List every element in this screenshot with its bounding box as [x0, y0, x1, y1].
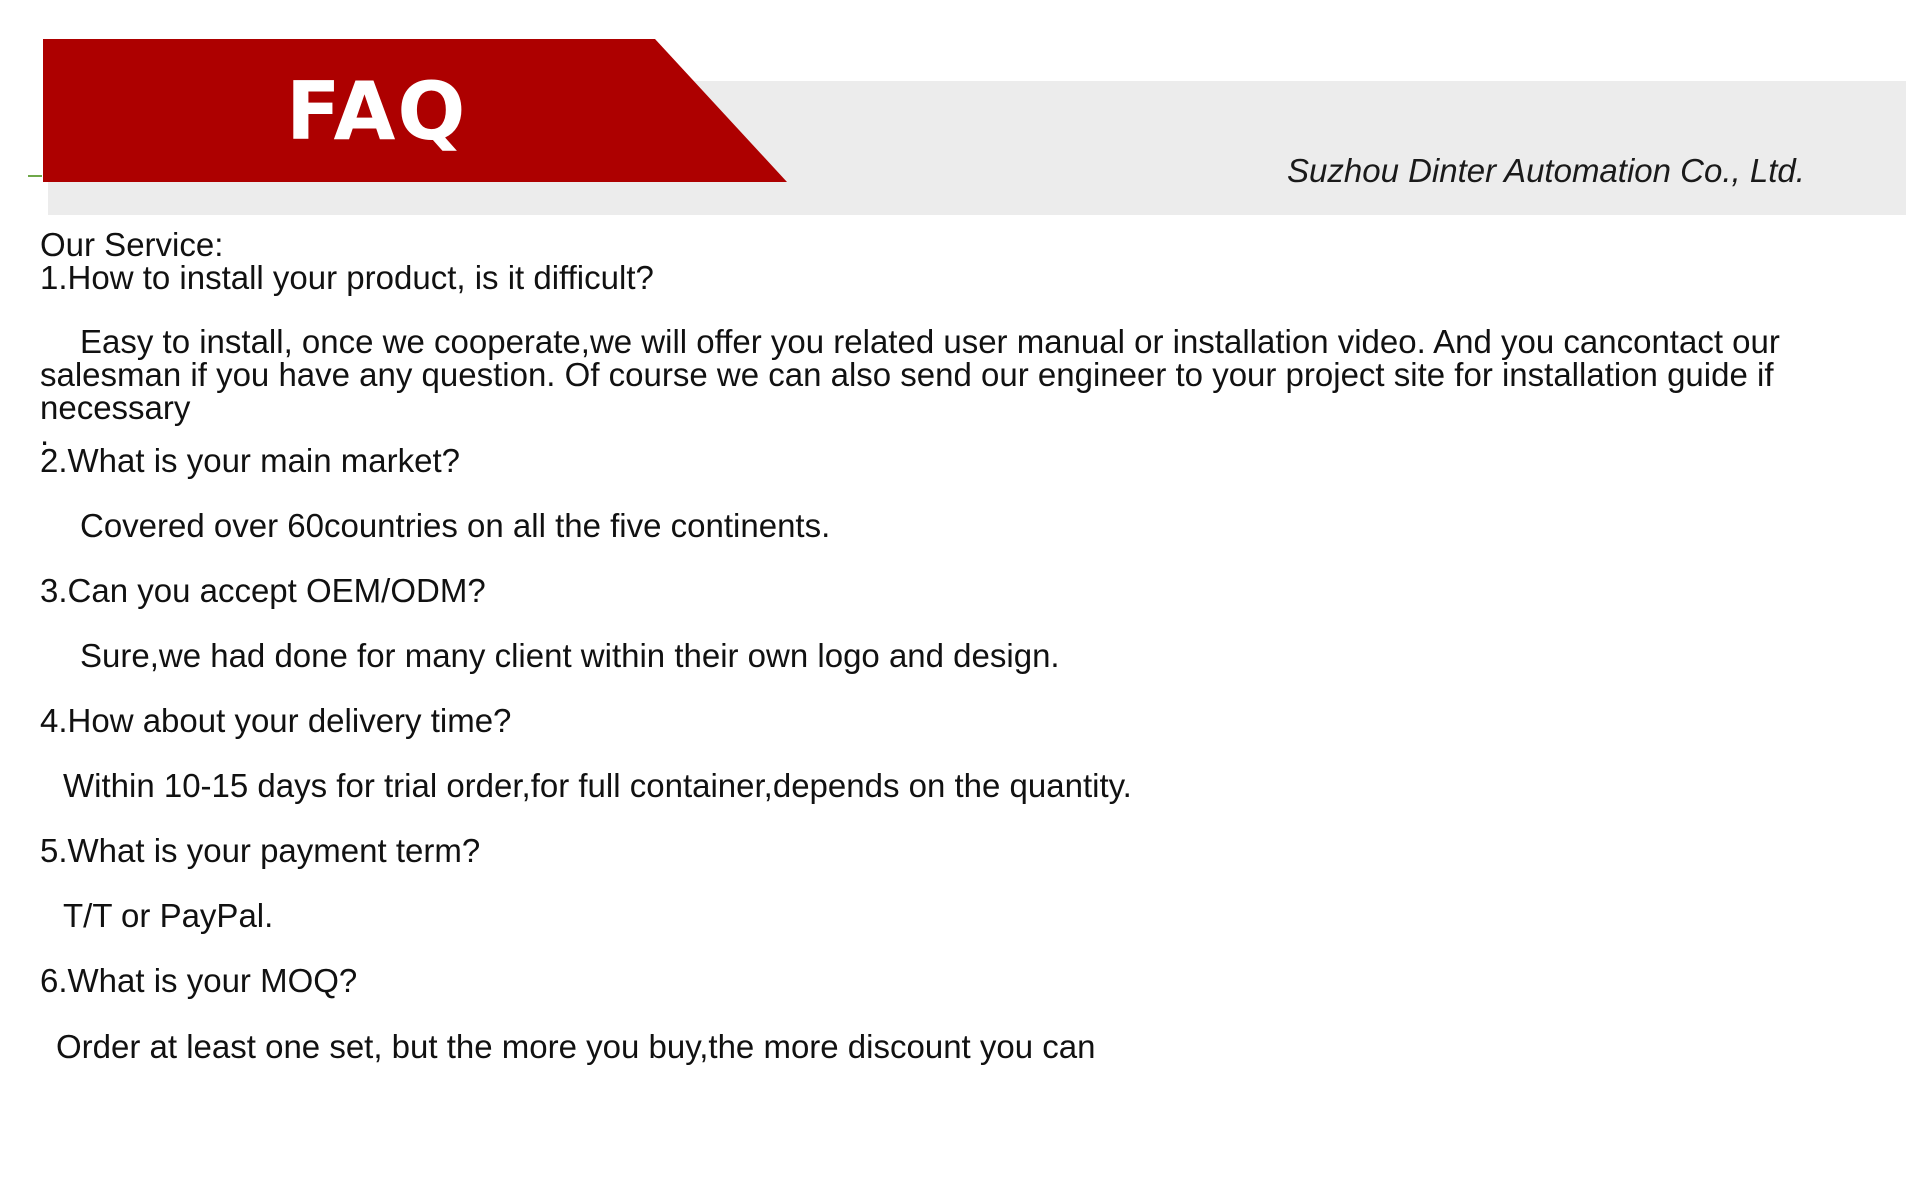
faq-question: 4.How about your delivery time? — [40, 702, 512, 739]
faq-item — [40, 964, 1890, 1063]
faq-question: 2.What is your main market? — [40, 442, 460, 479]
faq-answer: Easy to install, once we cooperate,we will offer you related user manual or installation video. And you cancontact our salesman if you have any question. Of course we can also send our engineer to your project site for installation guide if necessary — [40, 323, 1780, 426]
faq-item — [40, 834, 1890, 932]
faq-content — [40, 228, 1890, 1063]
faq-answer: T/T or PayPal. — [63, 897, 274, 934]
faq-list — [40, 261, 1890, 1063]
faq-title: FAQ — [286, 65, 468, 158]
faq-answer: Covered over 60countries on all the five continents. — [80, 507, 831, 544]
service-heading: Our Service: — [40, 226, 224, 263]
faq-answer: Order at least one set, but the more you buy,the more discount you can — [56, 1028, 1096, 1065]
faq-question: 3.Can you accept OEM/ODM? — [40, 572, 486, 609]
faq-banner — [0, 0, 1920, 225]
faq-item — [40, 259, 1890, 452]
faq-question: 5.What is your payment term? — [40, 832, 481, 869]
faq-answer: Within 10-15 days for trial order,for full container,depends on the quantity. — [63, 767, 1132, 804]
faq-answer-trailing-dot: . — [40, 415, 50, 452]
faq-answer: Sure,we had done for many client within their own logo and design. — [80, 637, 1060, 674]
faq-question: 1.How to install your product, is it difficult? — [40, 259, 654, 296]
faq-item — [40, 704, 1890, 802]
decorative-tick — [28, 175, 42, 177]
faq-item — [40, 574, 1890, 672]
faq-item — [40, 444, 1890, 542]
faq-question: 6.What is your MOQ? — [40, 962, 358, 999]
company-name: Suzhou Dinter Automation Co., Ltd. — [1287, 152, 1805, 189]
